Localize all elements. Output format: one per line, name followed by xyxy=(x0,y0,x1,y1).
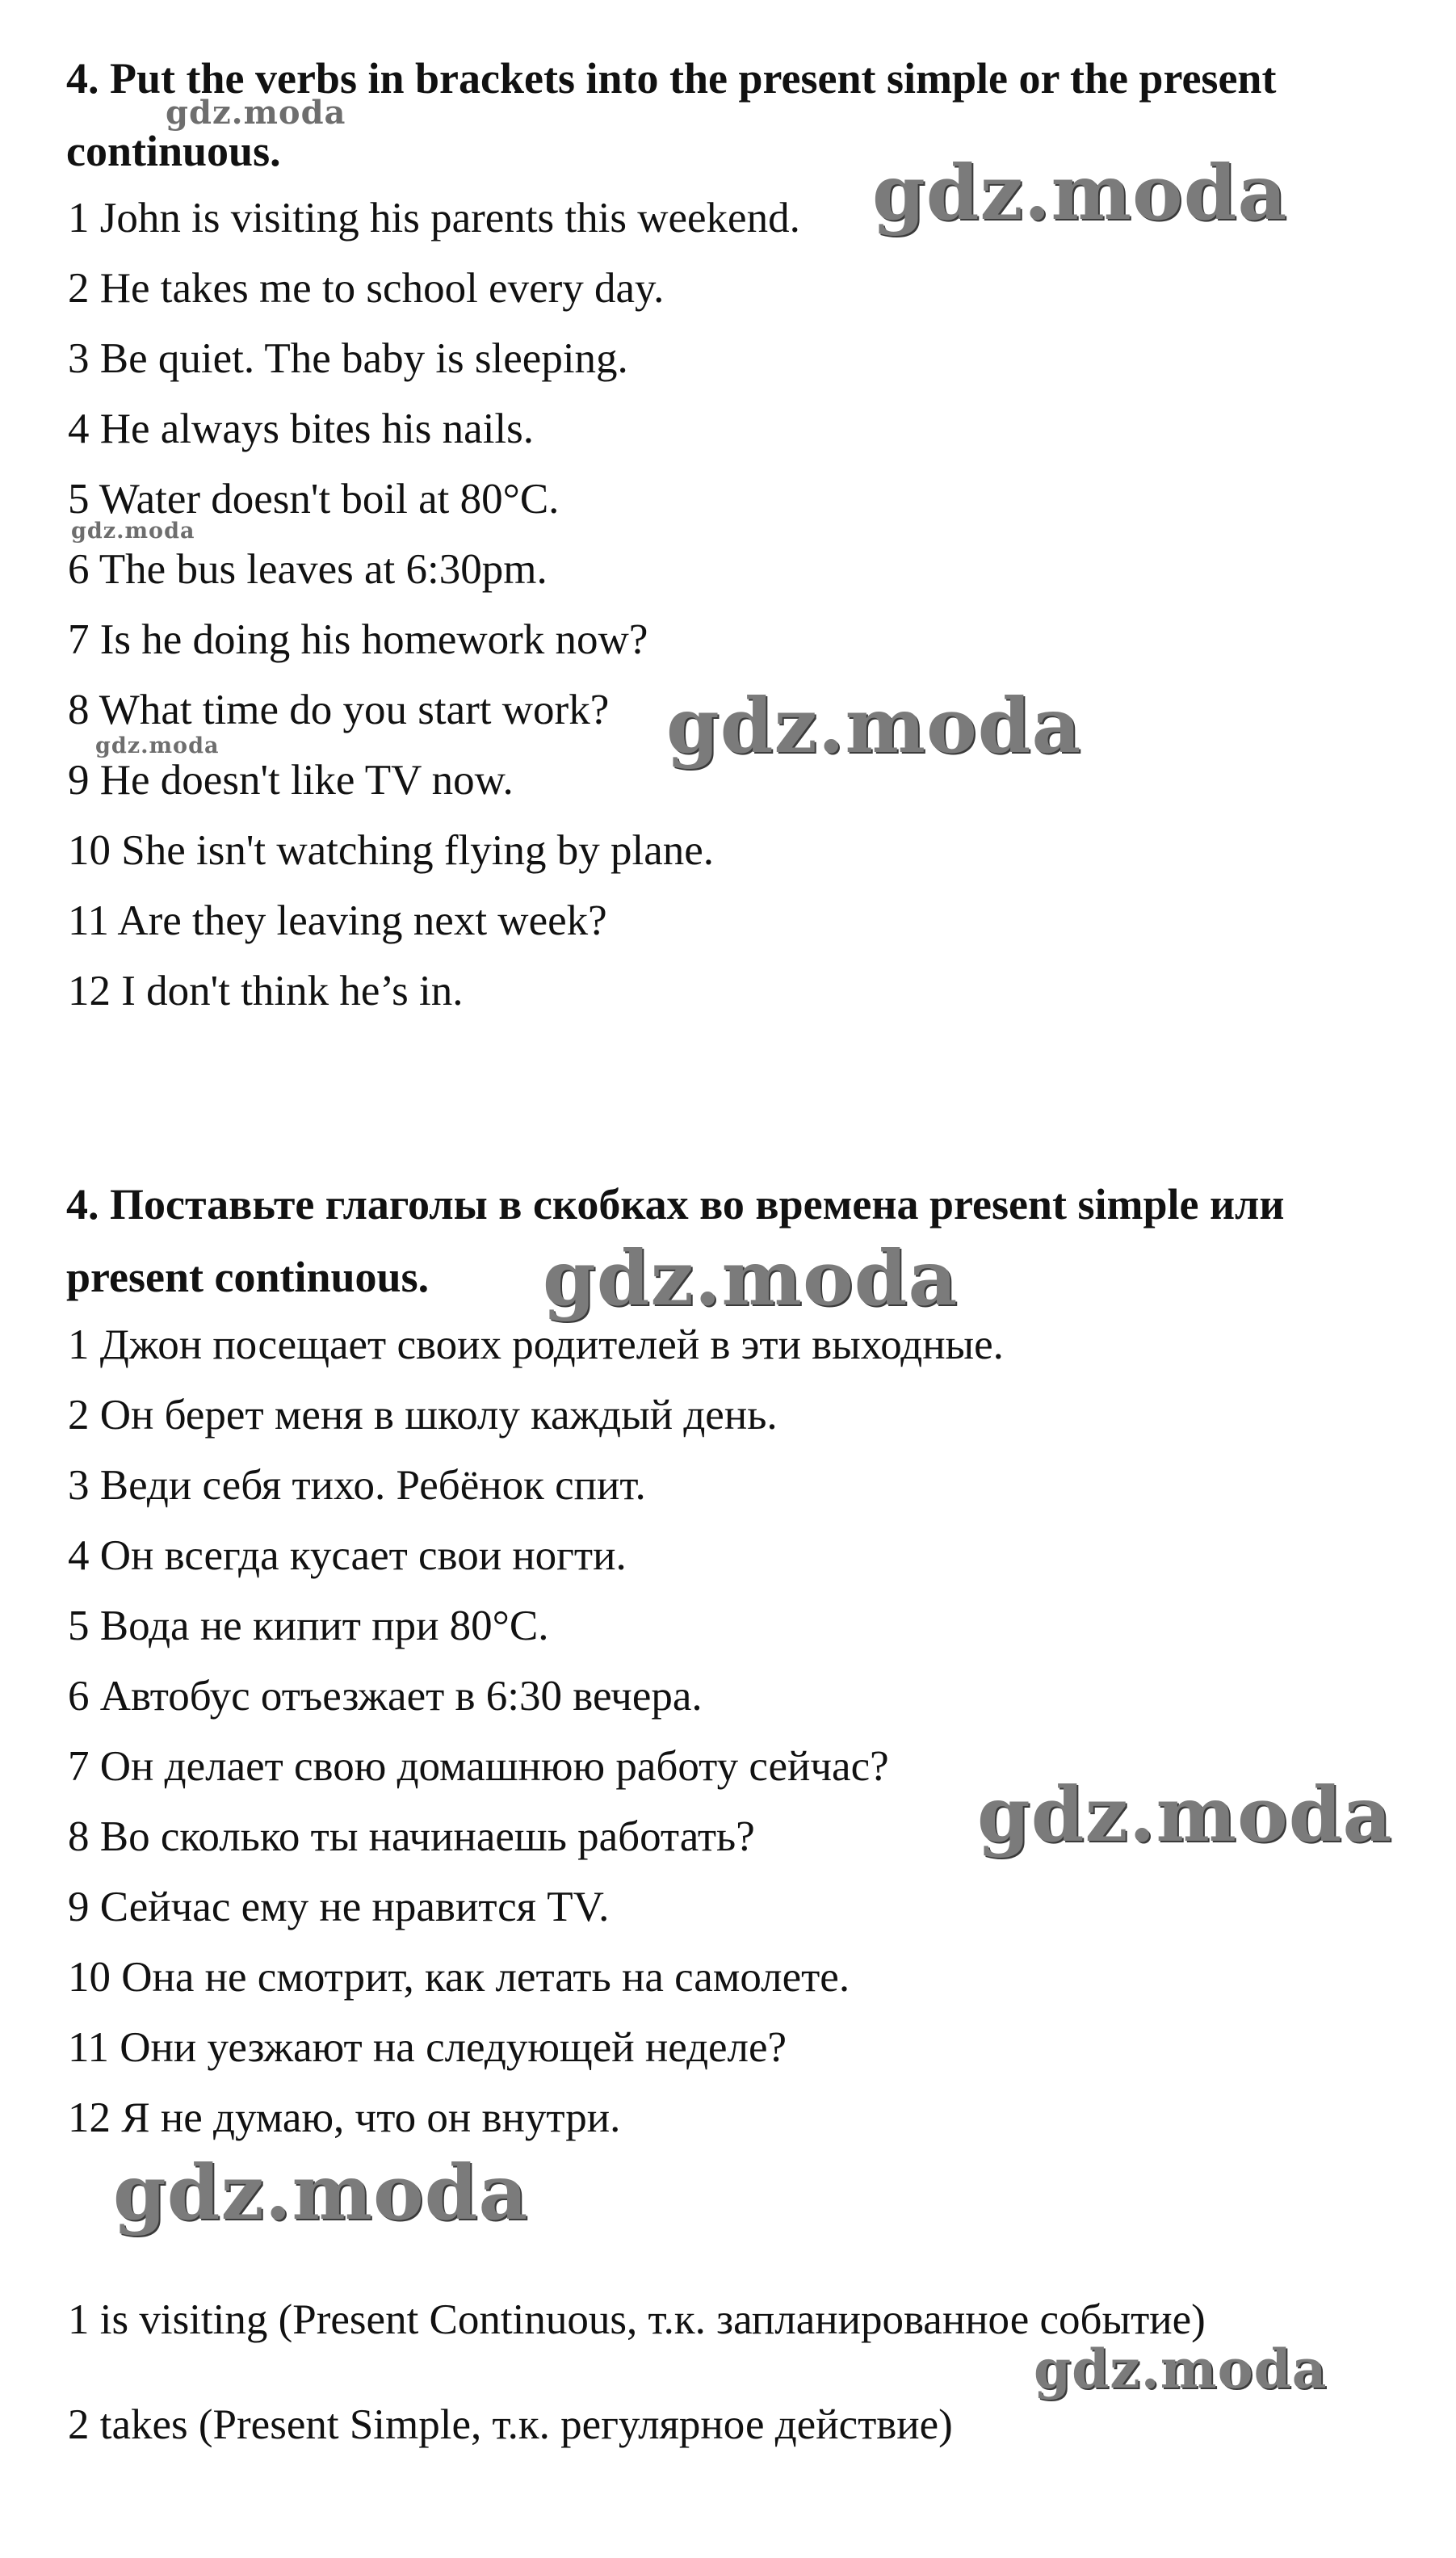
english-item: 1 John is visiting his parents this weekend. xyxy=(68,195,800,242)
english-item: 7 Is he doing his homework now? xyxy=(68,616,648,663)
watermark-logo: gdz.moda xyxy=(113,2148,529,2237)
answer-item: 2 takes (Present Simple, т.к. регулярное действие) xyxy=(68,2401,953,2448)
english-item: 8 What time do you start work? xyxy=(68,687,610,733)
watermark-logo: gdz.moda xyxy=(543,1234,959,1323)
english-item: 2 He takes me to school every day. xyxy=(68,265,665,312)
english-item: 5 Water doesn't boil at 80°C. xyxy=(68,476,560,523)
russian-item: 8 Во сколько ты начинаешь работать? xyxy=(68,1813,755,1860)
watermark-logo: gdz.moda xyxy=(977,1770,1393,1859)
russian-item: 10 Она не смотрит, как летать на самолете. xyxy=(68,1954,850,2001)
russian-item: 11 Они уезжают на следующей неделе? xyxy=(68,2024,787,2071)
english-item: 10 She isn't watching flying by plane. xyxy=(68,827,715,874)
english-item: 6 The bus leaves at 6:30pm. xyxy=(68,546,548,593)
watermark-logo: gdz.moda xyxy=(666,682,1082,771)
russian-item: 12 Я не думаю, что он внутри. xyxy=(68,2094,621,2141)
russian-item: 1 Джон посещает своих родителей в эти выходные. xyxy=(68,1321,1004,1368)
english-heading-line1: 4. Put the verbs in brackets into the present simple or the present xyxy=(66,54,1277,103)
russian-item: 2 Он берет меня в школу каждый день. xyxy=(68,1392,778,1439)
answer-item: 1 is visiting (Present Continuous, т.к. запланированное событие) xyxy=(68,2296,1206,2343)
russian-item: 6 Автобус отъезжает в 6:30 вечера. xyxy=(68,1673,703,1720)
english-item: 11 Are they leaving next week? xyxy=(68,897,607,944)
english-item: 4 He always bites his nails. xyxy=(68,405,535,452)
russian-heading-line2: present continuous. xyxy=(66,1253,430,1301)
watermark-logo: gdz.moda xyxy=(1034,2337,1328,2400)
russian-heading-line1: 4. Поставьте глаголы в скобках во времена present simple или xyxy=(66,1180,1285,1229)
watermark-logo: gdz.moda xyxy=(166,94,346,132)
watermark-logo: gdz.moda xyxy=(71,519,195,544)
watermark-logo: gdz.moda xyxy=(872,149,1288,237)
russian-item: 7 Он делает свою домашнюю работу сейчас? xyxy=(68,1743,889,1790)
english-item: 3 Be quiet. The baby is sleeping. xyxy=(68,335,628,382)
russian-item: 3 Веди себя тихо. Ребёнок спит. xyxy=(68,1462,646,1509)
english-item: 9 He doesn't like TV now. xyxy=(68,757,514,804)
russian-item: 9 Сейчас ему не нравится TV. xyxy=(68,1884,610,1930)
watermark-logo: gdz.moda xyxy=(95,733,220,758)
russian-item: 4 Он всегда кусает свои ногти. xyxy=(68,1532,627,1579)
english-item: 12 I don't think he’s in. xyxy=(68,968,464,1014)
english-heading-line2: continuous. xyxy=(66,127,281,175)
russian-item: 5 Вода не кипит при 80°C. xyxy=(68,1602,549,1649)
